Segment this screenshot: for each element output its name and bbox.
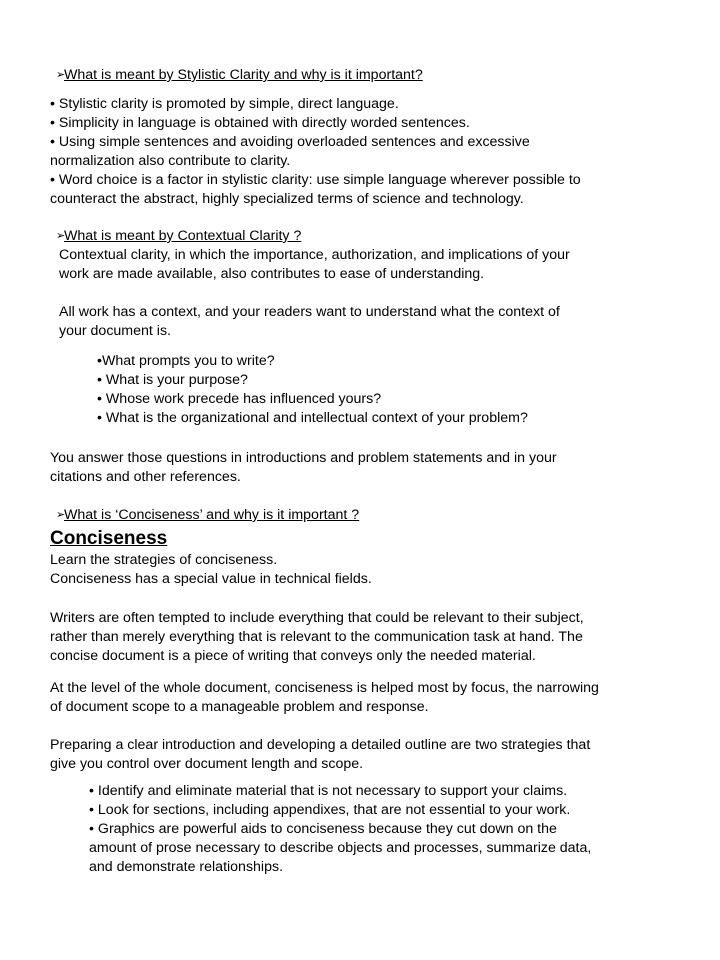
stylistic-clarity-question: ➢What is meant by Stylistic Clarity and why is it important? xyxy=(56,67,423,83)
conciseness-question: ➢What is ‘Conciseness’ and why is it important ? xyxy=(56,507,360,523)
list-item: • Using simple sentences and avoiding overloaded sentences and excessive xyxy=(50,134,530,150)
list-item: • What is the organizational and intellectual context of your problem? xyxy=(97,410,528,426)
context-closing-paragraph: You answer those questions in introductions and problem statements and in your citations and other references. xyxy=(50,450,557,485)
arrow-bullet-icon: ➢ xyxy=(56,509,66,521)
arrow-bullet-icon: ➢ xyxy=(56,69,66,81)
contextual-clarity-paragraph: Contextual clarity, in which the importance, authorization, and implications of your work are made available, also contributes to ease of understanding. xyxy=(59,247,570,282)
conciseness-paragraph-3: Preparing a clear introduction and developing a detailed outline are two strategies that give you control over document length and scope. xyxy=(50,737,591,772)
list-item: • Identify and eliminate material that is not necessary to support your claims. xyxy=(89,783,568,799)
conciseness-paragraph-1: Writers are often tempted to include everything that could be relevant to their subject, rather than merely everything that is relevant to the communication task at hand. The concise document is a piece of writing that conveys only the needed material. xyxy=(50,610,584,664)
list-item: and demonstrate relationships. xyxy=(89,859,284,875)
conciseness-paragraph-2: At the level of the whole document, conciseness is helped most by focus, the narrowing of document scope to a manageable problem and response. xyxy=(50,680,599,715)
list-item: • Simplicity in language is obtained with directly worded sentences. xyxy=(50,115,470,131)
list-item: • What is your purpose? xyxy=(97,372,248,388)
stylistic-clarity-list xyxy=(50,95,581,209)
contextual-clarity-question: ➢What is meant by Contextual Clarity ? xyxy=(56,228,302,244)
list-item: amount of prose necessary to describe objects and processes, summarize data, xyxy=(89,840,592,856)
context-questions-list xyxy=(97,352,528,428)
list-item: normalization also contribute to clarity. xyxy=(50,153,291,169)
list-item: • Graphics are powerful aids to conciseness because they cut down on the xyxy=(89,821,557,837)
list-item: • Whose work precede has influenced yours? xyxy=(97,391,382,407)
conciseness-strategies-list xyxy=(89,782,591,877)
arrow-bullet-icon: ➢ xyxy=(56,230,66,242)
list-item: • Look for sections, including appendixes, that are not essential to your work. xyxy=(89,802,571,818)
context-paragraph: All work has a context, and your readers want to understand what the context of your document is. xyxy=(59,304,560,339)
list-item: counteract the abstract, highly specialized terms of science and technology. xyxy=(50,191,524,207)
conciseness-intro: Learn the strategies of conciseness. Conciseness has a special value in technical fields. xyxy=(50,552,372,587)
list-item: •What prompts you to write? xyxy=(97,353,275,369)
conciseness-heading: Conciseness xyxy=(50,528,168,549)
list-item: • Word choice is a factor in stylistic clarity: use simple language wherever possible to xyxy=(50,172,581,188)
list-item: • Stylistic clarity is promoted by simple, direct language. xyxy=(50,96,399,112)
